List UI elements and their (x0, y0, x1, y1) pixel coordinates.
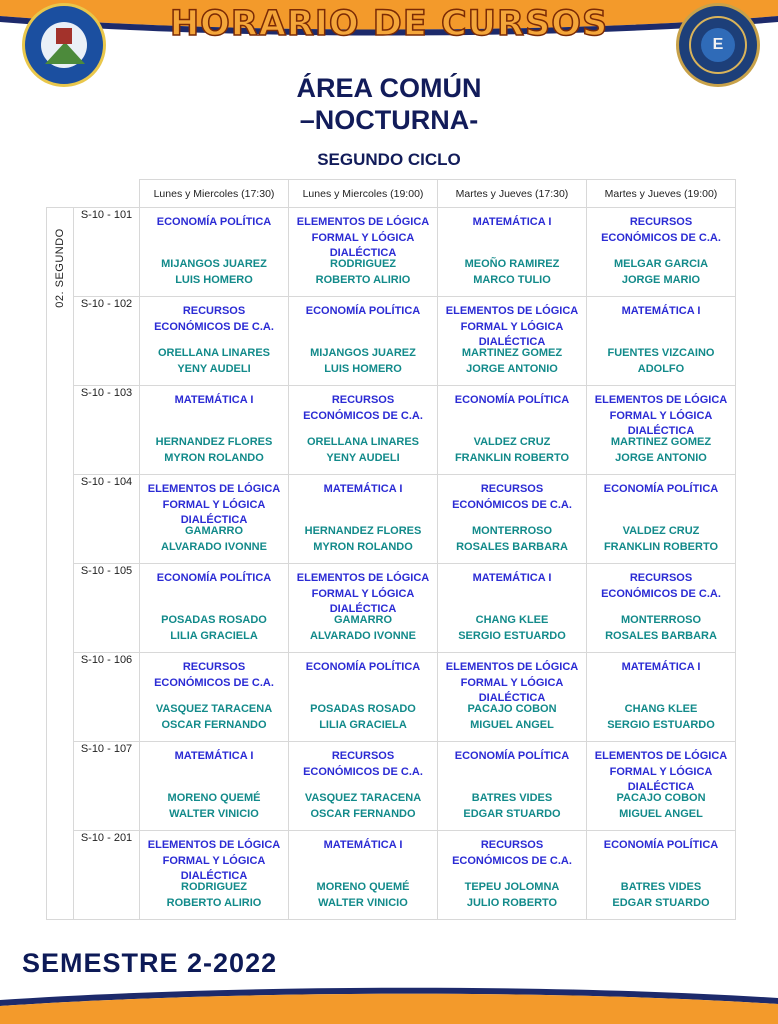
course-name: MATEMÁTICA I (472, 216, 552, 228)
professor-surname: VASQUEZ TARACENA (155, 703, 273, 715)
professor-name (587, 880, 735, 911)
professor-surname: MORENO QUEMÉ (316, 881, 410, 893)
course-name: ECONOMÍA POLÍTICA (156, 216, 272, 228)
professor-name (438, 791, 586, 822)
faculty-seal-logo: E (676, 3, 760, 87)
table-row (47, 564, 736, 653)
course-name: ELEMENTOS DE LÓGICA FORMAL Y LÓGICA DIALÉCTICA (445, 305, 579, 348)
course-name: RECURSOS ECONÓMICOS DE C.A. (452, 483, 572, 511)
professor-surname: PACAJO COBON (467, 703, 557, 715)
schedule-cell (140, 475, 289, 564)
schedule-cell (438, 742, 587, 831)
professor-given-name: MARCO TULIO (473, 273, 551, 286)
course-name: ECONOMÍA POLÍTICA (305, 661, 421, 673)
schedule-cell (140, 831, 289, 920)
professor-given-name: WALTER VINICIO (318, 896, 408, 909)
column-header: Martes y Jueves (17:30) (438, 180, 587, 208)
professor-name (289, 346, 437, 377)
professor-surname: RODRIGUEZ (330, 258, 396, 270)
table-row (47, 208, 736, 297)
professor-surname: POSADAS ROSADO (161, 614, 267, 626)
professor-given-name: OSCAR FERNANDO (161, 718, 267, 731)
room-code: S-10 - 107 (74, 742, 140, 831)
professor-surname: HERNANDEZ FLORES (155, 436, 273, 448)
professor-surname: VALDEZ CRUZ (622, 525, 700, 537)
professor-surname: ORELLANA LINARES (306, 436, 420, 448)
course-name: MATEMÁTICA I (174, 394, 254, 406)
professor-name (140, 791, 288, 822)
course-name: ECONOMÍA POLÍTICA (603, 839, 719, 851)
professor-name (587, 702, 735, 733)
course-name: ELEMENTOS DE LÓGICA FORMAL Y LÓGICA DIALÉCTICA (147, 483, 281, 526)
professor-name (140, 435, 288, 466)
professor-given-name: YENY AUDELI (177, 362, 251, 375)
section-label: 02. SEGUNDO (54, 228, 66, 308)
course-name: RECURSOS ECONÓMICOS DE C.A. (303, 394, 423, 422)
professor-given-name: ADOLFO (637, 362, 685, 375)
professor-surname: VALDEZ CRUZ (473, 436, 551, 448)
professor-surname: FUENTES VIZCAINO (607, 347, 715, 359)
schedule-cell (587, 297, 736, 386)
course-name: MATEMÁTICA I (323, 483, 403, 495)
professor-name (587, 435, 735, 466)
room-code: S-10 - 101 (74, 208, 140, 297)
schedule-cell (140, 653, 289, 742)
course-name: ELEMENTOS DE LÓGICA FORMAL Y LÓGICA DIALÉCTICA (594, 394, 728, 437)
room-code: S-10 - 106 (74, 653, 140, 742)
schedule-cell (587, 208, 736, 297)
table-row (47, 386, 736, 475)
schedule-cell (289, 564, 438, 653)
professor-name (289, 880, 437, 911)
area-line-2: –NOCTURNA- (299, 105, 479, 135)
professor-name (587, 791, 735, 822)
page-title: HORARIO DE CURSOS (169, 4, 609, 44)
professor-surname: BATRES VIDES (471, 792, 553, 804)
schedule-cell (587, 475, 736, 564)
professor-given-name: MYRON ROLANDO (313, 540, 413, 553)
professor-given-name: MIGUEL ANGEL (470, 718, 554, 731)
professor-given-name: OSCAR FERNANDO (310, 807, 416, 820)
schedule-cell (587, 831, 736, 920)
professor-name (289, 435, 437, 466)
professor-name (289, 702, 437, 733)
professor-name (438, 346, 586, 377)
professor-given-name: ROBERTO ALIRIO (315, 273, 411, 286)
professor-surname: CHANG KLEE (624, 703, 698, 715)
professor-given-name: MIGUEL ANGEL (619, 807, 703, 820)
professor-surname: ORELLANA LINARES (157, 347, 271, 359)
schedule-cell (438, 831, 587, 920)
professor-name (587, 613, 735, 644)
area-heading (0, 72, 778, 136)
professor-given-name: ALVARADO IVONNE (310, 629, 416, 642)
professor-surname: MEOÑO RAMIREZ (464, 258, 560, 270)
table-corner (47, 180, 140, 208)
professor-surname: MELGAR GARCIA (613, 258, 709, 270)
table-row (47, 653, 736, 742)
schedule-cell (289, 297, 438, 386)
professor-surname: PACAJO COBON (616, 792, 706, 804)
course-name: RECURSOS ECONÓMICOS DE C.A. (452, 839, 572, 867)
semester-label: SEMESTRE 2-2022 (22, 948, 278, 978)
professor-given-name: FRANKLIN ROBERTO (603, 540, 719, 553)
professor-name (438, 702, 586, 733)
professor-name (289, 791, 437, 822)
professor-given-name: JORGE ANTONIO (615, 451, 707, 464)
column-header: Martes y Jueves (19:00) (587, 180, 736, 208)
professor-name (587, 524, 735, 555)
course-name: RECURSOS ECONÓMICOS DE C.A. (303, 750, 423, 778)
schedule-cell (140, 297, 289, 386)
cycle-heading: SEGUNDO CICLO (317, 150, 461, 169)
professor-name (140, 613, 288, 644)
schedule-cell (289, 742, 438, 831)
professor-surname: MONTERROSO (471, 525, 553, 537)
professor-surname: MONTERROSO (620, 614, 702, 626)
professor-given-name: LILIA GRACIELA (319, 718, 407, 731)
course-name: ELEMENTOS DE LÓGICA FORMAL Y LÓGICA DIALÉCTICA (296, 216, 430, 259)
course-name: ELEMENTOS DE LÓGICA FORMAL Y LÓGICA DIALÉCTICA (594, 750, 728, 793)
professor-surname: MARTINEZ GOMEZ (461, 347, 563, 359)
professor-name (140, 346, 288, 377)
professor-name (438, 435, 586, 466)
schedule-table (46, 179, 736, 920)
schedule-cell (289, 386, 438, 475)
professor-given-name: ROSALES BARBARA (605, 629, 717, 642)
table-header-row (47, 180, 736, 208)
professor-surname: MARTINEZ GOMEZ (610, 436, 712, 448)
course-name: RECURSOS ECONÓMICOS DE C.A. (154, 305, 274, 333)
course-name: ECONOMÍA POLÍTICA (305, 305, 421, 317)
course-name: MATEMÁTICA I (472, 572, 552, 584)
table-row (47, 831, 736, 920)
schedule-cell (140, 742, 289, 831)
schedule-cell (587, 564, 736, 653)
schedule-cell (438, 564, 587, 653)
professor-name (438, 524, 586, 555)
professor-surname: MIJANGOS JUAREZ (310, 347, 416, 359)
professor-given-name: EDGAR STUARDO (463, 807, 561, 820)
professor-given-name: FRANKLIN ROBERTO (454, 451, 570, 464)
professor-given-name: JULIO ROBERTO (466, 896, 558, 909)
professor-given-name: SERGIO ESTUARDO (607, 718, 715, 731)
professor-given-name: ALVARADO IVONNE (161, 540, 267, 553)
professor-given-name: JORGE ANTONIO (466, 362, 558, 375)
schedule-cell (289, 831, 438, 920)
professor-surname: TEPEU JOLOMNA (464, 881, 560, 893)
column-header: Lunes y Miercoles (19:00) (289, 180, 438, 208)
course-name: ECONOMÍA POLÍTICA (156, 572, 272, 584)
professor-name (438, 613, 586, 644)
professor-name (140, 257, 288, 288)
professor-given-name: ROSALES BARBARA (456, 540, 568, 553)
course-name: MATEMÁTICA I (621, 661, 701, 673)
course-name: MATEMÁTICA I (621, 305, 701, 317)
section-side-cell (47, 208, 74, 920)
course-name: MATEMÁTICA I (323, 839, 403, 851)
course-name: ECONOMÍA POLÍTICA (454, 394, 570, 406)
room-code: S-10 - 103 (74, 386, 140, 475)
course-name: RECURSOS ECONÓMICOS DE C.A. (154, 661, 274, 689)
schedule-cell (587, 742, 736, 831)
professor-surname: MIJANGOS JUAREZ (161, 258, 267, 270)
schedule-cell (140, 386, 289, 475)
professor-given-name: MYRON ROLANDO (164, 451, 264, 464)
professor-given-name: YENY AUDELI (326, 451, 400, 464)
course-name: RECURSOS ECONÓMICOS DE C.A. (601, 572, 721, 600)
professor-surname: HERNANDEZ FLORES (304, 525, 422, 537)
schedule-cell (587, 386, 736, 475)
professor-name (438, 257, 586, 288)
course-name: ELEMENTOS DE LÓGICA FORMAL Y LÓGICA DIALÉCTICA (445, 661, 579, 704)
professor-given-name: JORGE MARIO (621, 273, 701, 286)
schedule-cell (289, 475, 438, 564)
professor-given-name: WALTER VINICIO (169, 807, 259, 820)
schedule-cell (438, 653, 587, 742)
professor-surname: MORENO QUEMÉ (167, 792, 261, 804)
schedule-cell (289, 208, 438, 297)
schedule-cell (438, 297, 587, 386)
course-name: ELEMENTOS DE LÓGICA FORMAL Y LÓGICA DIALÉCTICA (147, 839, 281, 882)
schedule-cell (140, 564, 289, 653)
professor-given-name: ROBERTO ALIRIO (166, 896, 262, 909)
course-name: ECONOMÍA POLÍTICA (454, 750, 570, 762)
room-code: S-10 - 201 (74, 831, 140, 920)
professor-surname: BATRES VIDES (620, 881, 702, 893)
professor-surname: VASQUEZ TARACENA (304, 792, 422, 804)
professor-name (289, 257, 437, 288)
course-name: MATEMÁTICA I (174, 750, 254, 762)
professor-surname: GAMARRO (184, 525, 244, 537)
professor-given-name: LILIA GRACIELA (170, 629, 258, 642)
professor-surname: GAMARRO (333, 614, 393, 626)
professor-name (289, 524, 437, 555)
schedule-cell (140, 208, 289, 297)
table-row (47, 475, 736, 564)
professor-given-name: LUIS HOMERO (324, 362, 402, 375)
professor-name (587, 257, 735, 288)
schedule-cell (438, 386, 587, 475)
course-name: ELEMENTOS DE LÓGICA FORMAL Y LÓGICA DIALÉCTICA (296, 572, 430, 615)
area-line-1: ÁREA COMÚN (296, 73, 482, 103)
schedule-cell (438, 475, 587, 564)
course-name: ECONOMÍA POLÍTICA (603, 483, 719, 495)
professor-name (140, 880, 288, 911)
schedule-cell (438, 208, 587, 297)
professor-surname: CHANG KLEE (475, 614, 549, 626)
professor-surname: RODRIGUEZ (181, 881, 247, 893)
professor-name (438, 880, 586, 911)
professor-given-name: LUIS HOMERO (175, 273, 253, 286)
room-code: S-10 - 102 (74, 297, 140, 386)
professor-given-name: SERGIO ESTUARDO (458, 629, 566, 642)
schedule-cell (587, 653, 736, 742)
course-name: RECURSOS ECONÓMICOS DE C.A. (601, 216, 721, 244)
professor-name (587, 346, 735, 377)
professor-given-name: EDGAR STUARDO (612, 896, 710, 909)
professor-surname: POSADAS ROSADO (310, 703, 416, 715)
footer-wave-band (0, 976, 778, 1024)
professor-name (140, 524, 288, 555)
professor-name (289, 613, 437, 644)
professor-name (140, 702, 288, 733)
table-row (47, 742, 736, 831)
table-row (47, 297, 736, 386)
room-code: S-10 - 105 (74, 564, 140, 653)
column-header: Lunes y Miercoles (17:30) (140, 180, 289, 208)
room-code: S-10 - 104 (74, 475, 140, 564)
schedule-cell (289, 653, 438, 742)
